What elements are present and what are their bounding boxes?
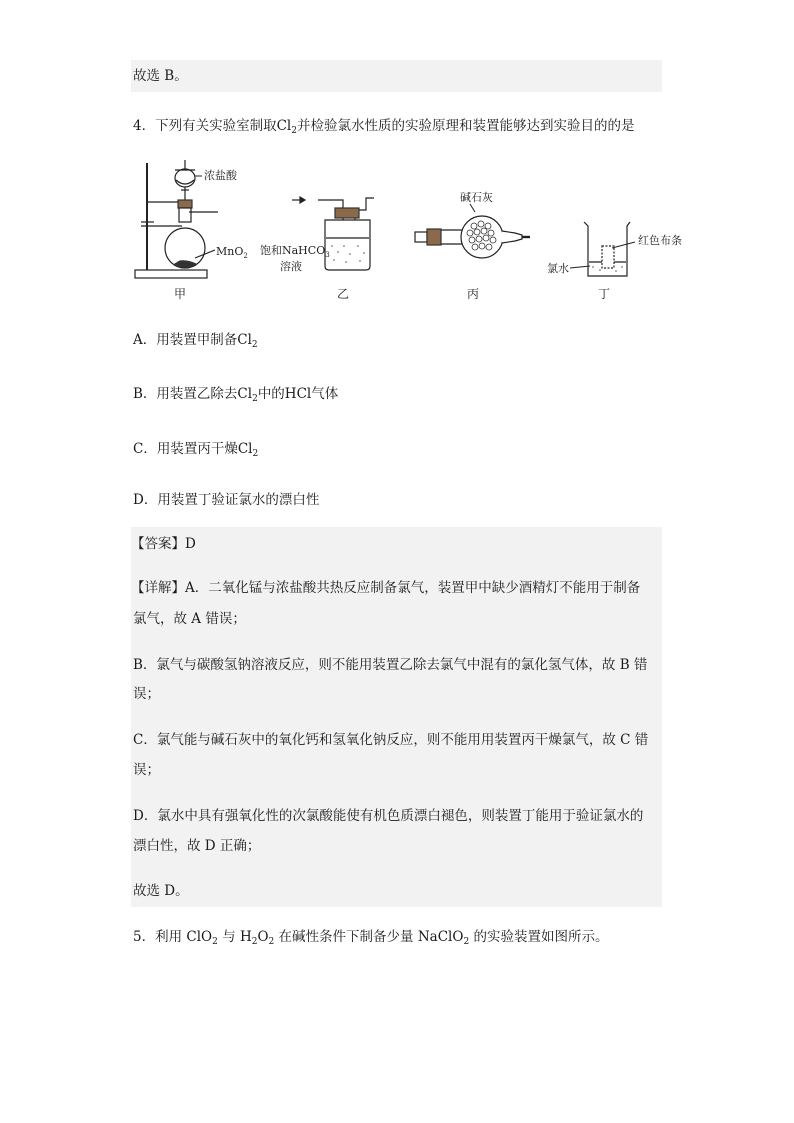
detail-line-4: 误； — [133, 686, 160, 702]
answer-value: D — [185, 536, 196, 552]
apparatus-ding — [570, 222, 635, 276]
label-soda-lime: 碱石灰 — [460, 191, 493, 204]
label-sat-nahco3: 饱和NaHCO$_3$ — [260, 244, 330, 259]
detail-line-8: 漂白性，故 D 正确； — [133, 838, 261, 854]
question5-stem: 5．利用 ClO$_2$ 与 $H_2O_2$ 在碱性条件下制备少量 NaClO$_2$ 的实验装置如图所示。 — [133, 929, 609, 947]
option-c: C．用装置丙干燥$Cl_2$ — [133, 441, 259, 459]
apparatus-bing — [415, 204, 530, 258]
prev-answer-conclusion: 故选 B。 — [133, 68, 188, 84]
label-conc-hcl: 浓盐酸 — [204, 169, 237, 182]
caption-bing: 丙 — [467, 287, 480, 301]
option-d: D．用装置丁验证氯水的漂白性 — [133, 492, 320, 508]
caption-yi: 乙 — [337, 287, 350, 301]
label-chlorine-water: 氯水 — [547, 262, 569, 275]
question4-stem: 4．下列有关实验室制取$Cl_2$并检验氯水性质的实验原理和装置能够达到实验目的的是 — [133, 118, 635, 136]
label-red-cloth: 红色布条 — [638, 234, 682, 247]
detail-conclusion: 故选 D。 — [133, 883, 189, 899]
option-b: B．用装置乙除去$Cl_2$中的HCl气体 — [133, 386, 339, 404]
option-a: A．用装置甲制备$Cl_2$ — [133, 332, 258, 350]
detail-line-1: 【详解】A．二氧化锰与浓盐酸共热反应制备氯气，装置甲中缺少酒精灯不能用于制备 — [131, 580, 641, 596]
label-mno2: MnO$_2$ — [216, 245, 248, 260]
caption-jia: 甲 — [174, 287, 187, 301]
apparatus-yi — [292, 197, 374, 270]
detail-line-2: 氯气，故 A 错误； — [133, 611, 246, 627]
detail-line-3: B．氯气与碳酸氢钠溶液反应，则不能用装置乙除去氯气中混有的氯化氢气体，故 B 错 — [133, 657, 648, 673]
label-solution: 溶液 — [280, 260, 302, 273]
answer-line: 【答案】D — [131, 536, 196, 552]
caption-ding: 丁 — [598, 287, 611, 301]
detail-line-7: D．氯水中具有强氧化性的次氯酸能使有机色质漂白褪色，则装置丁能用于验证氯水的 — [133, 808, 644, 824]
detail-line-5: C．氯气能与碱石灰中的氧化钙和氢氧化钠反应，则不能用用装置丙干燥氯气，故 C 错 — [133, 732, 649, 748]
apparatus-figure — [130, 158, 700, 308]
detail-line-6: 误； — [133, 762, 160, 778]
prev-answer-block — [131, 60, 662, 92]
